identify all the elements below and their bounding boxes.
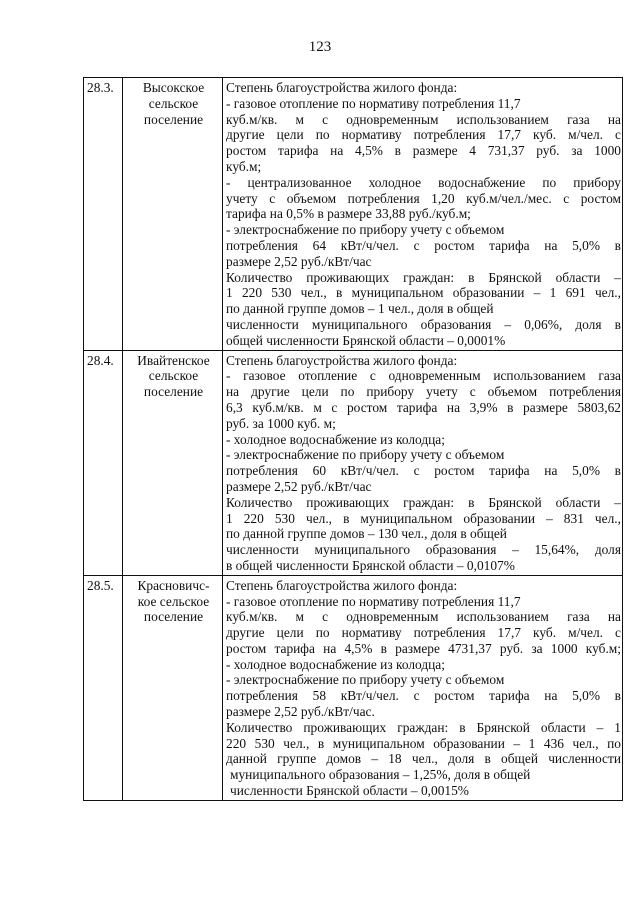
description-line: куб.м; xyxy=(226,158,262,174)
description-line: потребления 58 кВт/ч/чел. с ростом тарифа на 5,0% в xyxy=(226,688,621,704)
description-line: размере 2,52 руб./кВт/час xyxy=(226,478,372,494)
description-line: - газовое отопление с одновременным использованием газа xyxy=(226,368,621,384)
table-row xyxy=(84,350,623,575)
description-line: численности муниципального образования – 15,64%, доля xyxy=(226,542,621,558)
description-line: ростом тарифа на 4,5% в размере 4731,37 руб. за 1000 куб.м; xyxy=(226,640,621,656)
description-line: Степень благоустройства жилого фонда: xyxy=(226,80,458,95)
settlement-description xyxy=(223,575,623,800)
description-line: 6,3 куб.м/кв. м с ростом тарифа на 3,9% в размере 5803,62 xyxy=(226,399,621,415)
description-line: Количество проживающих граждан: в Брянской области – xyxy=(226,494,621,510)
settlement-name-line: Ивайтенское xyxy=(137,352,210,368)
description-line: 1 220 530 чел., в муниципальном образовании – 831 чел., xyxy=(226,510,621,526)
description-line: потребления 60 кВт/ч/чел. с ростом тарифа на 5,0% в xyxy=(226,463,621,479)
settlement-name-line: Красновичс- xyxy=(137,577,210,593)
description-line: - газовое отопление по нормативу потребления 11,7 xyxy=(226,593,521,609)
description-line: 220 530 чел., в муниципальном образовании – 1 436 чел., по xyxy=(226,735,621,751)
description-line: размере 2,52 руб./кВт/час. xyxy=(226,704,375,720)
settlement-name-line: сельское xyxy=(148,95,199,111)
description-line: - холодное водоснабжение из колодца; xyxy=(226,431,445,447)
settlements-table xyxy=(83,77,623,801)
row-number: 28.3. xyxy=(84,78,123,351)
settlement-name-line: кое сельское xyxy=(137,593,210,609)
description-line: Степень благоустройства жилого фонда: xyxy=(226,352,458,368)
row-number: 28.4. xyxy=(84,350,123,575)
description-line: - электроснабжение по прибору учету с объемом xyxy=(226,222,505,238)
settlement-description xyxy=(223,350,623,575)
description-line: размере 2,52 руб./кВт/час xyxy=(226,253,372,269)
description-line: куб.м/кв. м с одновременным использованием газа на xyxy=(226,609,621,625)
description-line: Степень благоустройства жилого фонда: xyxy=(226,577,458,593)
description-line: учету с объемом потребления 1,20 куб.м/чел./мес. с ростом xyxy=(226,190,621,206)
description-line: - централизованное холодное водоснабжение по прибору xyxy=(226,174,621,190)
page-number: 123 xyxy=(308,39,332,55)
settlement-name xyxy=(123,78,223,351)
description-line: - электроснабжение по прибору учету с объемом xyxy=(226,447,505,463)
settlement-name-line: сельское xyxy=(148,368,199,384)
description-line: тарифа на 0,5% в размере 33,88 руб./куб.м; xyxy=(226,206,471,222)
description-line: - электроснабжение по прибору учету с объемом xyxy=(226,672,505,688)
description-line: муниципального образования – 1,25%, доля в общей xyxy=(230,767,531,783)
description-line: - холодное водоснабжение из колодца; xyxy=(226,656,445,672)
description-line: по данной группе домов – 1 чел., доля в общей xyxy=(226,301,494,317)
description-line: Количество проживающих граждан: в Брянской области – 1 xyxy=(226,719,621,735)
settlement-name-line: поселение xyxy=(143,384,204,400)
table-row xyxy=(84,78,623,351)
settlement-name xyxy=(123,575,223,800)
description-line: общей численности Брянской области – 0,0001% xyxy=(226,332,506,348)
settlement-name-line: Высокское xyxy=(142,80,205,95)
settlement-name xyxy=(123,350,223,575)
description-line: потребления 64 кВт/ч/чел. с ростом тарифа на 5,0% в xyxy=(226,237,621,253)
description-line: Количество проживающих граждан: в Брянской области – xyxy=(226,269,621,285)
settlement-name-line: поселение xyxy=(143,111,204,127)
description-line: ростом тарифа на 4,5% в размере 4 731,37 руб. за 1000 xyxy=(226,143,621,159)
description-line: другие цели по нормативу потребления 17,7 куб. м/чел. с xyxy=(226,625,621,641)
table-row xyxy=(84,575,623,800)
description-line: руб. за 1000 куб. м; xyxy=(226,415,336,431)
settlement-name-line: поселение xyxy=(143,609,204,625)
row-number: 28.5. xyxy=(84,575,123,800)
description-line: куб.м/кв. м с одновременным использованием газа на xyxy=(226,111,621,127)
description-line: численности Брянской области – 0,0015% xyxy=(230,783,469,799)
description-line: на другие цели по прибору учету с объемом потребления xyxy=(226,384,621,400)
description-line: другие цели по нормативу потребления 17,7 куб. м/чел. с xyxy=(226,127,621,143)
description-line: по данной группе домов – 130 чел., доля в общей xyxy=(226,526,507,542)
table-body xyxy=(84,78,623,801)
description-line: 1 220 530 чел., в муниципальном образовании – 1 691 чел., xyxy=(226,285,621,301)
settlement-description xyxy=(223,78,623,351)
description-line: в общей численности Брянской области – 0,0107% xyxy=(226,557,515,573)
description-line: данной группе домов – 18 чел., доля в общей численности xyxy=(226,751,621,767)
description-line: численности муниципального образования – 0,06%, доля в xyxy=(226,316,621,332)
description-line: - газовое отопление по нормативу потребления 11,7 xyxy=(226,95,521,111)
